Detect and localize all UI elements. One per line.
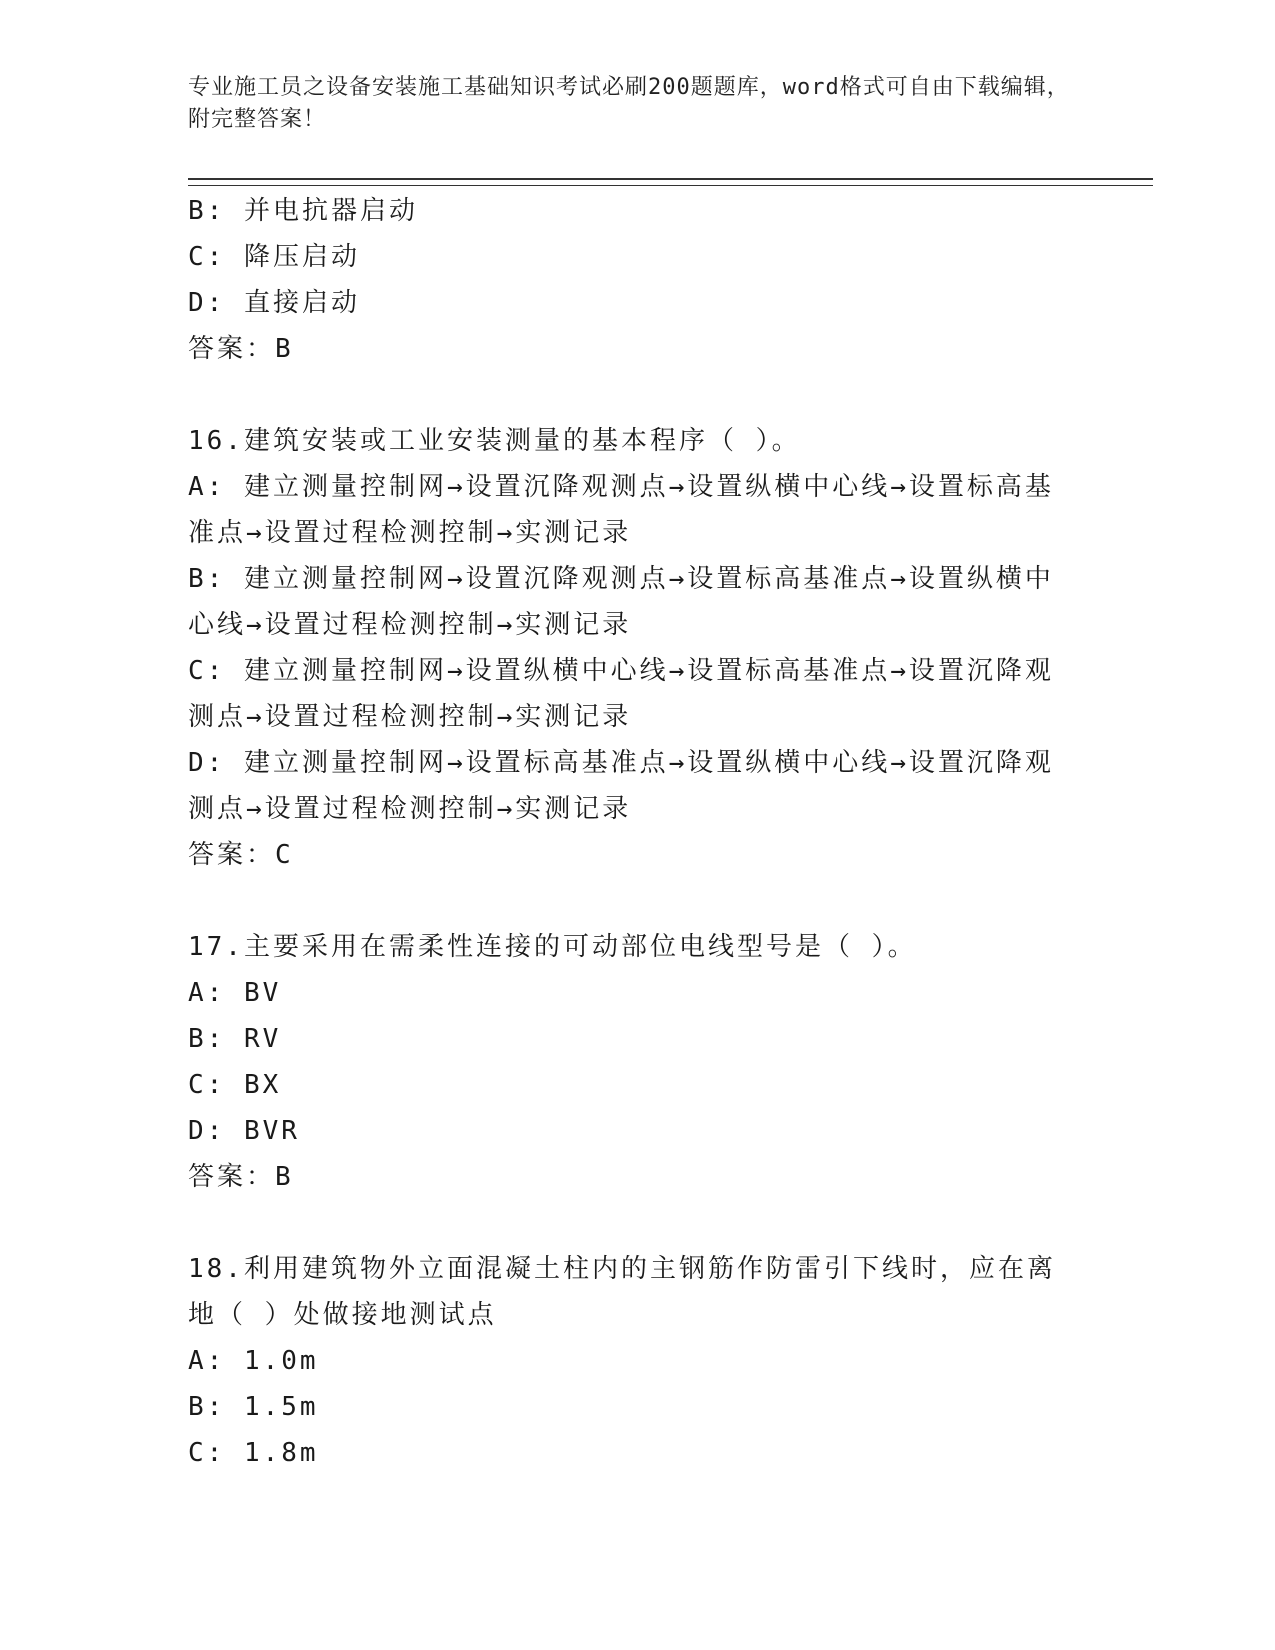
option-b: B: 1.5m xyxy=(188,1392,319,1422)
option-b: B: 建立测量控制网→设置沉降观测点→设置标高基准点→设置纵横中心线→设置过程检测控制→实测记录 xyxy=(188,564,1054,640)
option-a: A: 1.0m xyxy=(188,1346,319,1376)
question-text: 16.建筑安装或工业安装测量的基本程序（ ）。 xyxy=(188,426,801,456)
spacer xyxy=(188,372,1078,418)
document-title: 专业施工员之设备安装施工基础知识考试必刷200题题库，word格式可自由下载编辑，附完整答案！ xyxy=(188,75,1070,132)
option-d: D: 建立测量控制网→设置标高基准点→设置纵横中心线→设置沉降观测点→设置过程检测控制→实测记录 xyxy=(188,748,1054,824)
question-15-tail xyxy=(188,188,1078,372)
spacer xyxy=(188,878,1078,924)
option-a: A: 建立测量控制网→设置沉降观测点→设置纵横中心线→设置标高基准点→设置过程检测控制→实测记录 xyxy=(188,472,1054,548)
question-17 xyxy=(188,924,1078,1200)
answer: 答案：C xyxy=(188,840,294,870)
option-d: D: BVR xyxy=(188,1116,300,1146)
question-18 xyxy=(188,1246,1078,1476)
question-16 xyxy=(188,418,1078,878)
question-content xyxy=(188,188,1078,1476)
option-a: A: BV xyxy=(188,978,282,1008)
option-c: C: 1.8m xyxy=(188,1438,319,1468)
option-c: C: 降压启动 xyxy=(188,242,360,272)
option-c: C: 建立测量控制网→设置纵横中心线→设置标高基准点→设置沉降观测点→设置过程检测控制→实测记录 xyxy=(188,656,1054,732)
answer: 答案：B xyxy=(188,1162,294,1192)
option-b: B: RV xyxy=(188,1024,282,1054)
question-text: 17.主要采用在需柔性连接的可动部位电线型号是（ ）。 xyxy=(188,932,917,962)
option-c: C: BX xyxy=(188,1070,282,1100)
spacer xyxy=(188,1200,1078,1246)
option-d: D: 直接启动 xyxy=(188,288,360,318)
question-text: 18.利用建筑物外立面混凝土柱内的主钢筋作防雷引下线时，应在离地（ ）处做接地测试点 xyxy=(188,1254,1056,1330)
header-divider xyxy=(188,178,1153,186)
option-b: B: 并电抗器启动 xyxy=(188,196,418,226)
answer: 答案：B xyxy=(188,334,294,364)
